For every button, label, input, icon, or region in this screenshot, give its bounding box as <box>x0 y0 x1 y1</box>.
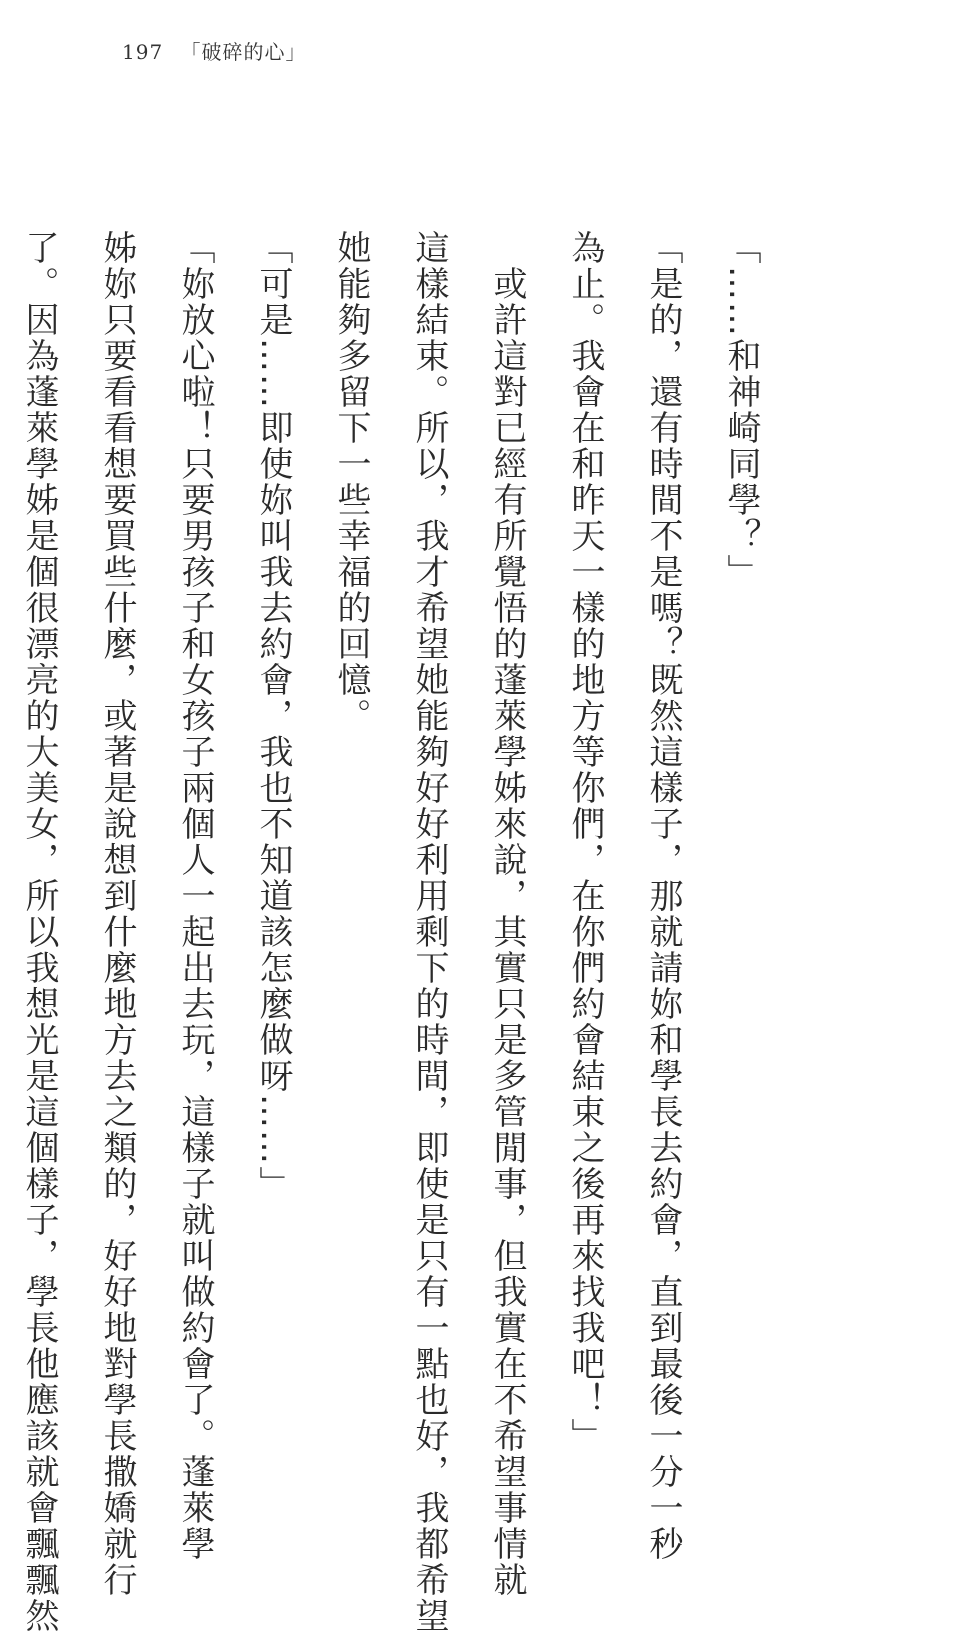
text-line: 或許這對已經有所覺悟的蓬萊學姊來說，其實只是多管閒事，但我實在不希望事情就 <box>487 230 527 1598</box>
page-header <box>122 36 307 65</box>
chapter-title: 「破碎的心」 <box>180 40 307 64</box>
vertical-text-body <box>19 230 780 1634</box>
text-line: 她能夠多留下一些幸福的回憶。 <box>331 230 371 734</box>
page-number: 197 <box>122 40 164 64</box>
text-line: 「……和神崎同學？」 <box>721 230 761 590</box>
text-line: 姊妳只要看看想要買些什麼，或著是說想到什麼地方去之類的，好好地對學長撒嬌就行 <box>97 230 137 1598</box>
text-line: 「是的，還有時間不是嗎？既然這樣子，那就請妳和學長去約會，直到最後一分一秒 <box>643 230 683 1562</box>
text-line: 「妳放心啦！只要男孩子和女孩子兩個人一起出去玩，這樣子就叫做約會了。蓬萊學 <box>175 230 215 1562</box>
text-line: 這樣結束。所以，我才希望她能夠好好利用剩下的時間，即使是只有一點也好，我都希望 <box>409 230 449 1634</box>
text-line: 了。因為蓬萊學姊是個很漂亮的大美女，所以我想光是這個樣子，學長他應該就會飄飄然 <box>19 230 59 1634</box>
text-line: 為止。我會在和昨天一樣的地方等你們，在你們約會結束之後再來找我吧！」 <box>565 230 605 1454</box>
text-line: 「可是……即使妳叫我去約會，我也不知道該怎麼做呀……」 <box>253 230 293 1202</box>
